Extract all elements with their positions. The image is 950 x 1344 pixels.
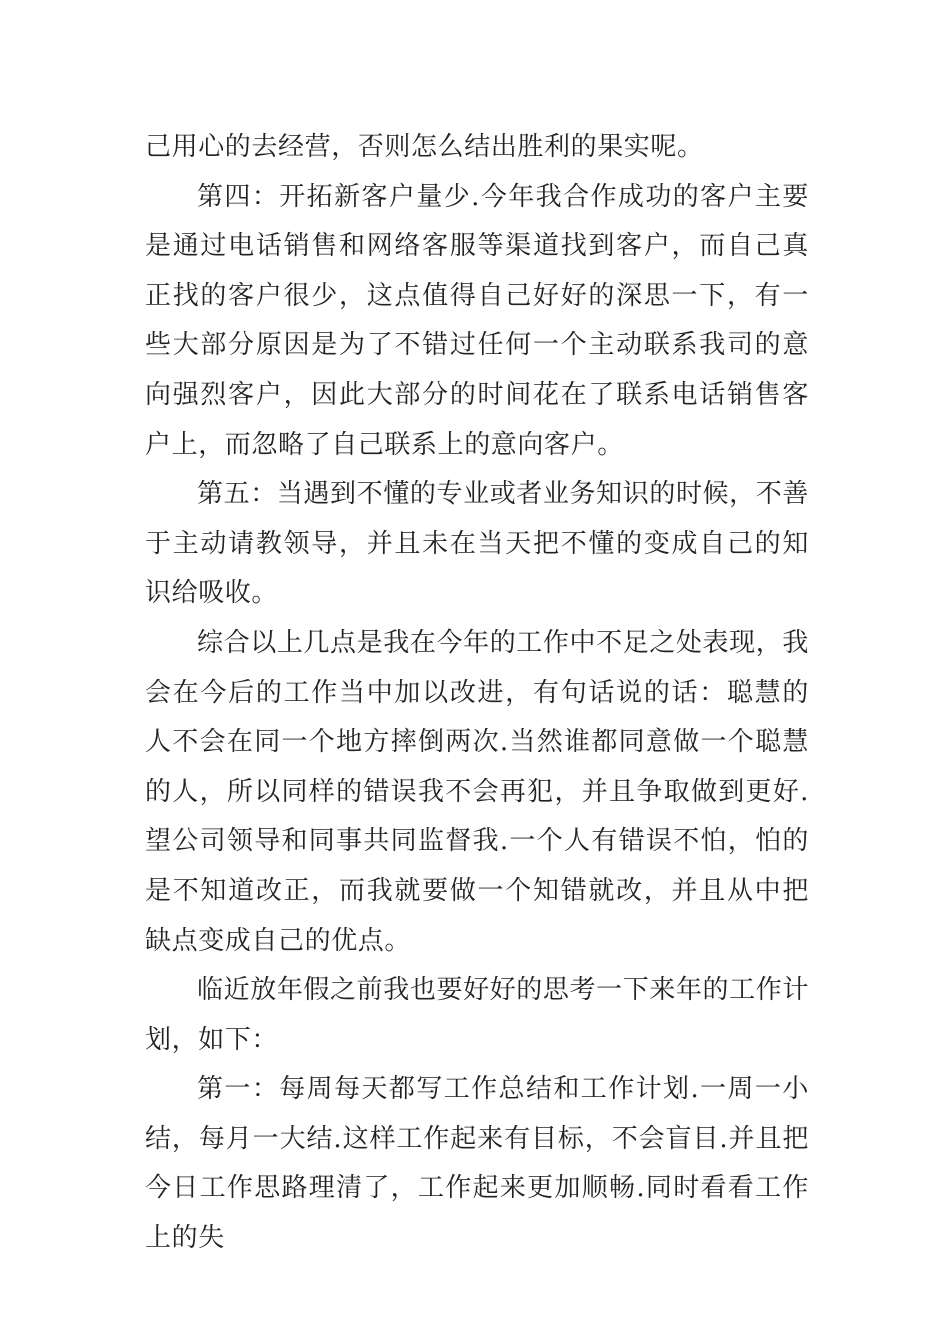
- paragraph-plan-one: 第一：每周每天都写工作总结和工作计划.一周一小结，每月一大结.这样工作起来有目标，不会盲目.并且把今日工作思路理清了，工作起来更加顺畅.同时看看工作上的失: [145, 1074, 809, 1254]
- paragraph-point-four: 第四：开拓新客户量少.今年我合作成功的客户主要是通过电话销售和网络客服等渠道找到客户，而自己真正找的客户很少，这点值得自己好好的深思一下，有一些大部分原因是为了不错过任何一个主动联系我司的意向强烈客户，因此大部分的时间花在了联系电话销售客户上，而忽略了自己联系上的意向客户。: [145, 181, 809, 460]
- paragraph-summary: 综合以上几点是我在今年的工作中不足之处表现，我会在今后的工作当中加以改进，有句话说的话：聪慧的人不会在同一个地方摔倒两次.当然谁都同意做一个聪慧的人，所以同样的错误我不会再犯，并且争取做到更好.望公司领导和同事共同监督我.一个人有错误不怕，怕的是不知道改正，而我就要做一个知错就改，并且从中把缺点变成自己的优点。: [145, 627, 809, 956]
- paragraph-continuation: 己用心的去经营，否则怎么结出胜利的果实呢。: [145, 132, 704, 162]
- document-body: [145, 123, 809, 1264]
- paragraph-plan-intro: 临近放年假之前我也要好好的思考一下来年的工作计划，如下：: [145, 975, 809, 1055]
- paragraph-point-five: 第五：当遇到不懂的专业或者业务知识的时候，不善于主动请教领导，并且未在当天把不懂的变成自己的知识给吸收。: [145, 479, 809, 609]
